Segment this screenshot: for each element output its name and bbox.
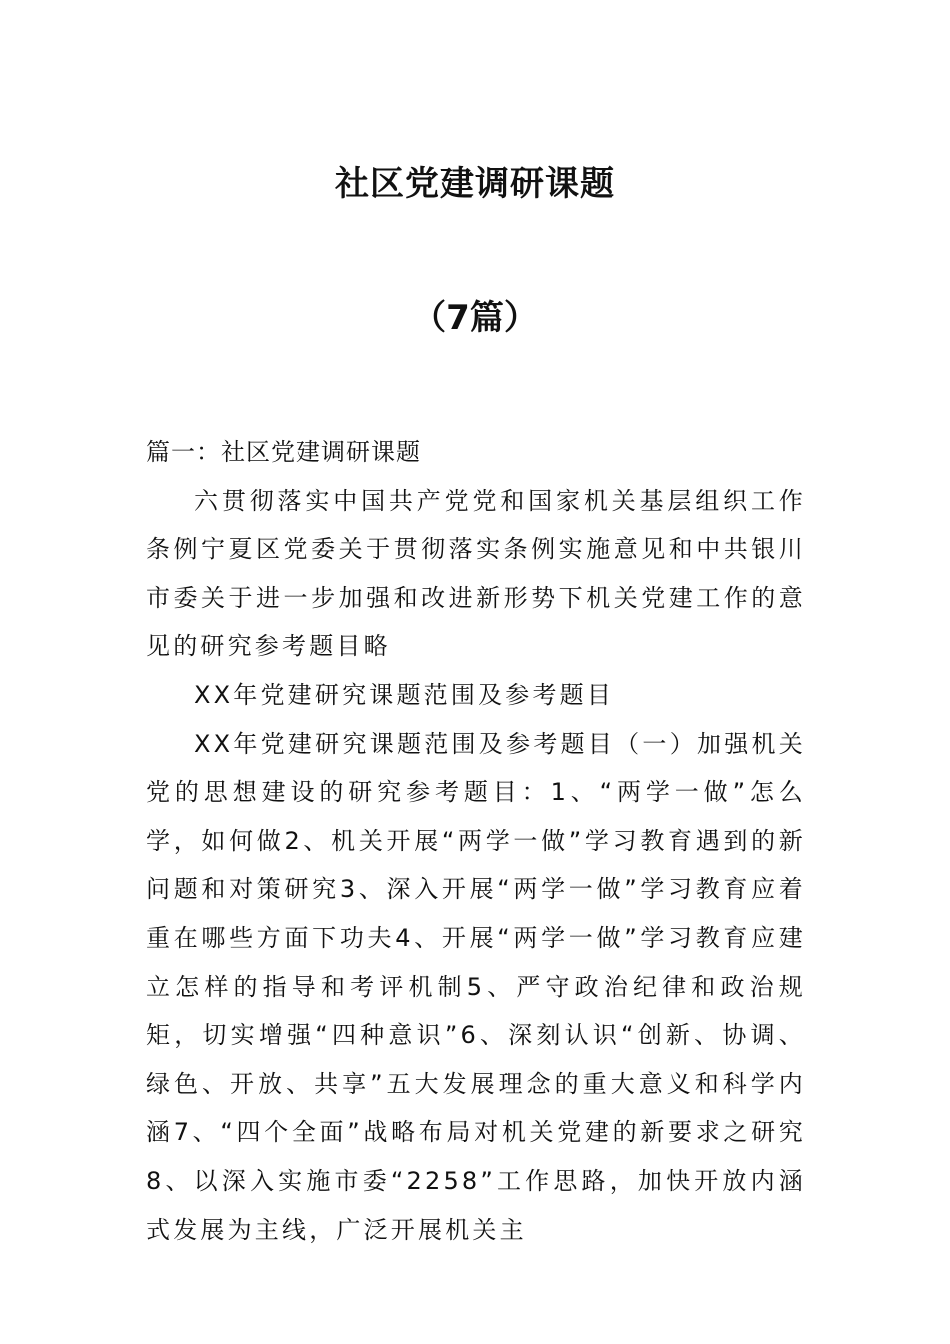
body-paragraph: XX年党建研究课题范围及参考题目（一）加强机关党的思想建设的研究参考题目：1、“两学一做”怎么学，如何做2、机关开展“两学一做”学习教育遇到的新问题和对策研究3、深入开展“两学一做”学习教育应着重在哪些方面下功夫4、开展“两学一做”学习教育应建立怎样的指导和考评机制5、严守政治纪律和政治规矩，切实增强“四种意识”6、深刻认识“创新、协调、绿色、开放、共享”五大发展理念的重大意义和科学内涵7、“四个全面”战略布局对机关党建的新要求之研究8、以深入实施市委“2258”工作思路，加快开放内涵式发展为主线，广泛开展机关主	[146, 729, 806, 1244]
document-subtitle: （7篇）	[412, 298, 538, 338]
body-paragraph: 六贯彻落实中国共产党党和国家机关基层组织工作条例宁夏区党委关于贯彻落实条例实施意见和中共银川市委关于进一步加强和改进新形势下机关党建工作的意见的研究参考题目略	[146, 486, 806, 661]
section-heading: 篇一：社区党建调研课题	[146, 438, 421, 466]
body-paragraph: XX年党建研究课题范围及参考题目	[194, 680, 615, 709]
document-title: 社区党建调研课题	[335, 164, 615, 204]
document-body	[146, 428, 806, 1254]
